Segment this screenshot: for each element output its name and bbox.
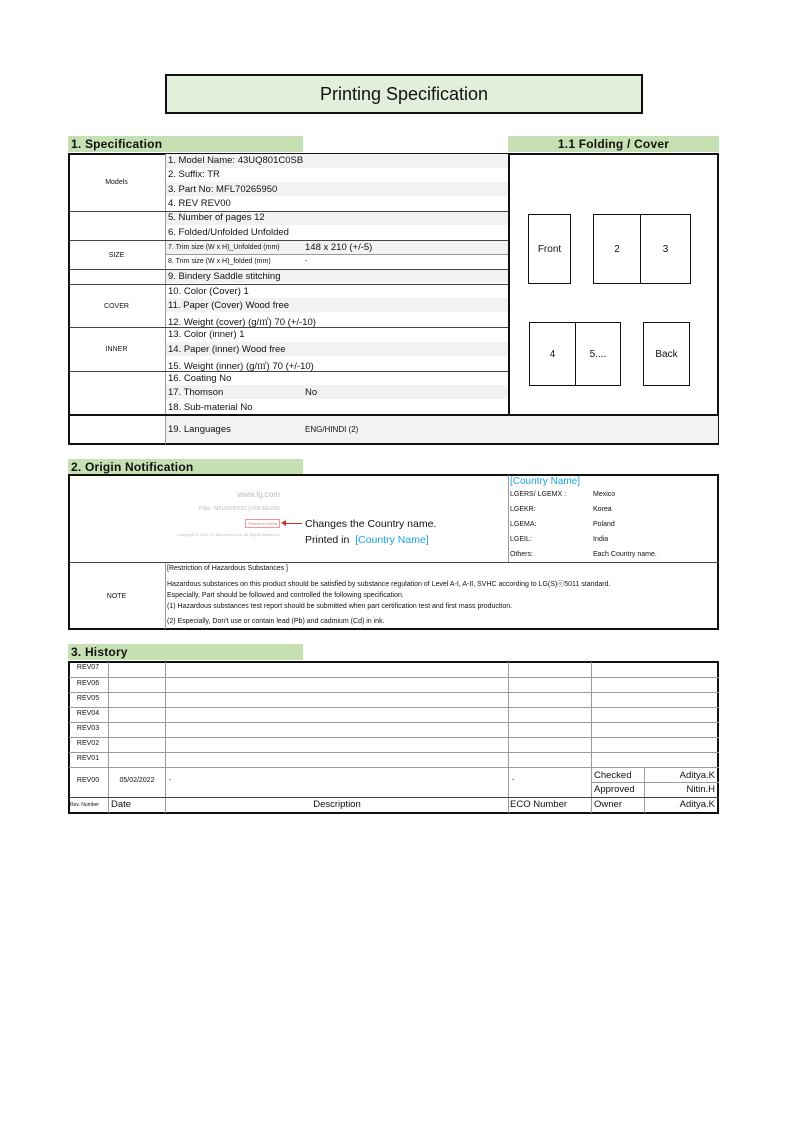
divider — [69, 269, 508, 270]
fold-5-label: 5.... — [589, 348, 607, 360]
note-line: Especially, Part should be followed and controlled the following specification. — [167, 592, 404, 599]
country-name: Poland — [593, 521, 615, 528]
spec-row-label: 16. Coating No — [168, 373, 232, 384]
divider — [165, 563, 166, 629]
arrow-icon — [281, 520, 286, 526]
group-inner-label: INNER — [105, 346, 128, 353]
spec-row-label: 8. Trim size (W x H)_folded (mm) — [168, 258, 271, 265]
sample-printed: Printed in Korea — [245, 519, 280, 528]
spec-folding-divider — [508, 153, 510, 415]
sign-name: Nitin.H — [686, 784, 715, 795]
rev-label: REV06 — [76, 680, 100, 687]
rev-label: REV04 — [76, 710, 100, 717]
section-folding-label: 1.1 Folding / Cover — [557, 137, 670, 151]
group-models-label: Models — [105, 179, 128, 186]
sample-url: www.lg.com — [237, 490, 280, 499]
divider — [69, 562, 719, 563]
note-line: [Restriction of Hazardous Substances ] — [167, 565, 289, 572]
divider — [69, 767, 719, 768]
spec-row-label: 9. Bindery Saddle stitching — [168, 271, 281, 282]
spec-row-label: 3. Part No: MFL70265950 — [168, 184, 278, 195]
fold-front-label: Front — [537, 243, 562, 255]
section-origin-label: 2. Origin Notification — [71, 460, 194, 474]
spec-row-label: 12. Weight (cover) (g/㎡) 70 (+/-10) — [168, 317, 316, 328]
rev-label: REV02 — [76, 740, 100, 747]
fold-page-3 — [640, 214, 691, 284]
fold-page-4 — [529, 322, 576, 386]
spec-row-label: 6. Folded/Unfolded Unfolded — [168, 227, 289, 238]
fold-4-label: 4 — [549, 348, 556, 360]
divider — [69, 722, 719, 723]
footer-description: Description — [313, 799, 361, 810]
country-header: [Country Name] — [510, 476, 581, 487]
note-line: Hazardous substances on this product should be satisfied by substance regulation of Level A-I, A-II, SVHC according to LG(S)ⓔ5011 standard. — [167, 581, 611, 588]
spec-shade — [166, 416, 718, 443]
country-name: Each Country name. — [593, 551, 657, 558]
divider — [69, 737, 719, 738]
rev-label: REV03 — [76, 725, 100, 732]
arrow-line — [284, 523, 302, 524]
group-models — [68, 154, 165, 211]
spec-row-label: 11. Paper (Cover) Wood free — [168, 300, 290, 311]
divider — [69, 707, 719, 708]
spec-row-label: 4. REV REV00 — [168, 198, 231, 209]
note-line: (2) Especially, Don't use or contain lead (Pb) and cadmium (Cd) in ink. — [167, 618, 385, 625]
fold-page-2 — [593, 214, 641, 284]
rev00-label: REV00 — [76, 777, 100, 784]
sign-role: Approved — [594, 784, 635, 795]
divider — [591, 782, 719, 783]
note-line: (1) Hazardous substances test report should be submitted when part certification test and first mass production. — [167, 603, 513, 610]
sample-pno: P/No : MFL69767613 (1708-REV00) — [199, 506, 280, 512]
spec-row-label: 13. Color (inner) 1 — [168, 329, 245, 340]
spec-row-label: 19. Languages — [168, 424, 231, 435]
sign-role: Owner — [594, 799, 622, 810]
spec-row-label: 14. Paper (inner) Wood free — [168, 344, 286, 355]
printed-in-label: Printed in — [305, 534, 350, 546]
spec-row-label: 15. Weight (inner) (g/㎡) 70 (+/-10) — [168, 361, 314, 372]
fold-3-label: 3 — [662, 243, 669, 255]
spec-row-value: - — [305, 258, 308, 265]
divider — [69, 211, 508, 212]
country-code: LGEKR: — [510, 506, 536, 513]
rev00-date: 05/02/2022 — [119, 777, 155, 784]
group-inner — [68, 328, 165, 371]
divider — [69, 797, 719, 798]
footer-eco-number: ECO Number — [510, 799, 568, 810]
section-specification-header — [68, 136, 303, 152]
section-folding-header — [508, 136, 719, 152]
footer-date: Date — [111, 799, 132, 810]
spec-row-label: 1. Model Name: 43UQ801C0SB — [168, 155, 304, 166]
sample-copyright: Copyright © 2017 LG Electronics Inc. All Rights Reserved. — [177, 532, 280, 537]
country-code: LGEMA: — [510, 521, 537, 528]
divider — [166, 254, 508, 255]
group-size-label: SIZE — [108, 251, 125, 259]
fold-page-5 — [575, 322, 621, 386]
footer-rev-number: Rev. Number — [70, 802, 100, 808]
spec-row-value: 148 x 210 (+/-5) — [305, 242, 373, 253]
divider — [508, 475, 509, 562]
country-name: Korea — [593, 506, 612, 513]
fold-page-front — [528, 214, 571, 284]
note-label-text: NOTE — [106, 592, 127, 600]
origin-printed-in — [305, 534, 429, 546]
section-specification-label: 1. Specification — [71, 137, 163, 151]
sample-label-image — [170, 488, 280, 542]
page-title — [165, 74, 643, 114]
divider — [69, 692, 719, 693]
page-title-text: Printing Specification — [319, 83, 489, 104]
rev00-eco: - — [512, 777, 515, 784]
note-label — [68, 563, 165, 629]
spec-row-label: 2. Suffix: TR — [168, 169, 220, 180]
spec-row-label: 17. Thomson — [168, 387, 224, 398]
sign-role: Checked — [594, 770, 632, 781]
sign-name: Aditya.K — [679, 770, 715, 781]
rev-label: REV07 — [76, 664, 100, 671]
spec-row-label: 18. Sub-material No — [168, 402, 253, 413]
spec-row-label: 10. Color (Cover) 1 — [168, 286, 249, 297]
country-name: Mexico — [593, 491, 616, 498]
group-size — [68, 241, 165, 269]
rev-label: REV01 — [76, 755, 100, 762]
group-cover-label: COVER — [104, 302, 129, 310]
country-placeholder: [Country Name] — [355, 534, 429, 546]
spec-row-label: 7. Trim size (W x H)_Unfolded (mm) — [168, 244, 280, 251]
spec-row-value: No — [305, 387, 318, 398]
section-origin-header — [68, 459, 303, 475]
fold-2-label: 2 — [614, 243, 620, 255]
spec-row-label: 5. Number of pages 12 — [168, 212, 265, 223]
origin-changes-text: Changes the Country name. — [305, 518, 437, 530]
sign-name: Aditya.K — [679, 799, 715, 810]
divider — [69, 414, 719, 416]
divider — [69, 677, 719, 678]
rev-label: REV05 — [76, 695, 100, 702]
spec-row-value: ENG/HINDI (2) — [305, 425, 359, 434]
section-history-label: 3. History — [71, 645, 128, 659]
country-code: Others: — [510, 551, 533, 558]
group-cover — [68, 285, 165, 327]
fold-page-back — [643, 322, 690, 386]
fold-back-label: Back — [655, 348, 678, 360]
country-code: LGERS/ LGEMX : — [510, 491, 567, 498]
country-name: India — [593, 536, 609, 543]
section-history-header — [68, 644, 303, 660]
country-code: LGEIL: — [510, 536, 532, 543]
divider — [69, 752, 719, 753]
rev00-desc: - — [169, 777, 172, 784]
